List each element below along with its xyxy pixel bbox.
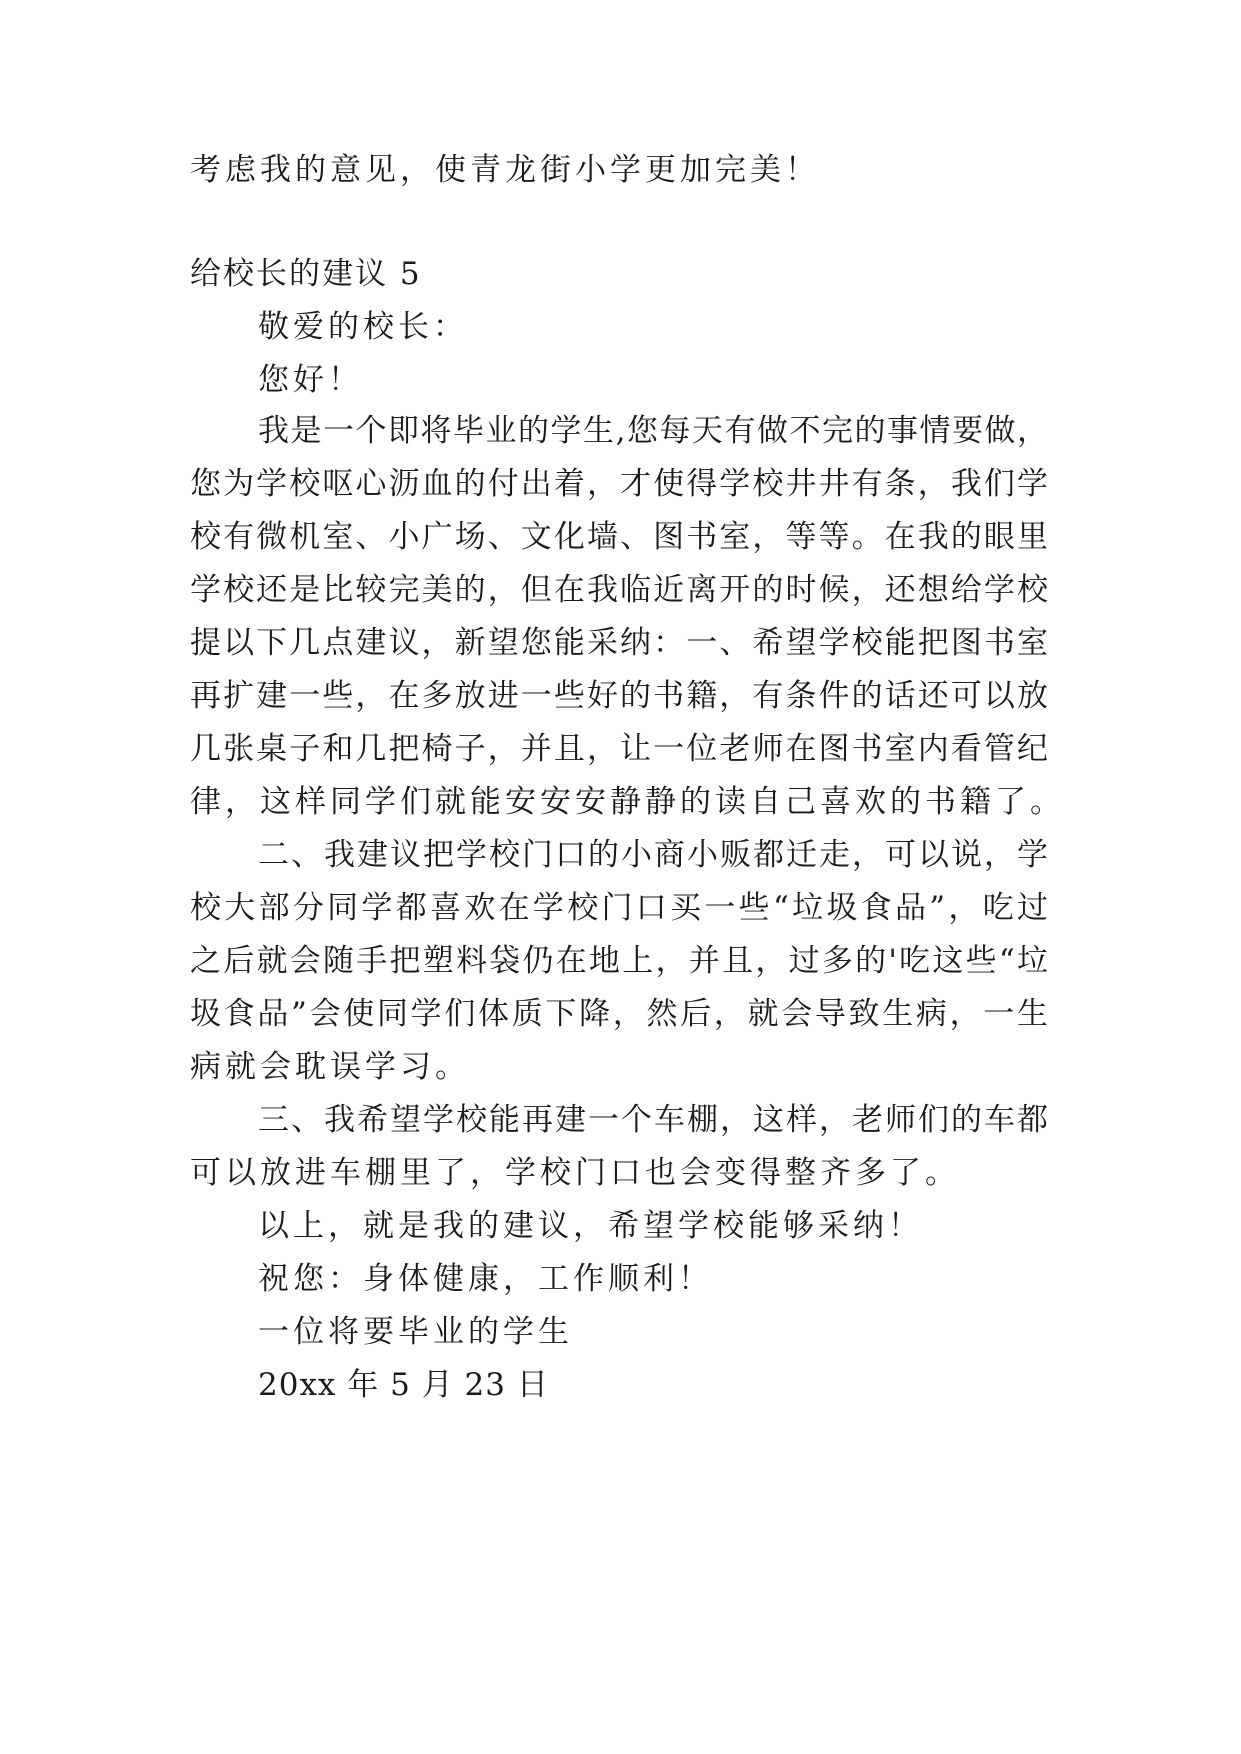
date: 20xx 年 5 月 23 日 xyxy=(258,1367,549,1403)
paragraph-3-line-2: 可以放进车棚里了，学校门口也会变得整齐多了。 xyxy=(190,1155,960,1191)
greeting: 您好！ xyxy=(258,362,363,398)
paragraph-2-line-1: 二、我建议把学校门口的小商小贩都迁走，可以说，学 xyxy=(258,837,1048,873)
section-title: 给校长的建议 5 xyxy=(190,256,422,292)
paragraph-1-line-2: 您为学校呕心沥血的付出着，才使得学校井井有条，我们学 xyxy=(190,466,1048,502)
paragraph-1-line-8: 律，这样同学们就能安安安静静的读自己喜欢的书籍了。 xyxy=(190,784,1065,820)
paragraph-1-line-4: 学校还是比较完美的，但在我临近离开的时候，还想给学校 xyxy=(190,572,1048,608)
conclusion-line: 以上，就是我的建议，希望学校能够采纳！ xyxy=(258,1208,923,1244)
paragraph-2-line-3: 之后就会随手把塑料袋仍在地上，并且，过多的'吃这些“垃 xyxy=(190,943,1048,979)
paragraph-3-line-1: 三、我希望学校能再建一个车棚，这样，老师们的车都 xyxy=(258,1102,1048,1138)
paragraph-1-line-1: 我是一个即将毕业的学生,您每天有做不完的事情要做， xyxy=(258,413,1048,449)
paragraph-1-line-6: 再扩建一些，在多放进一些好的书籍，有条件的话还可以放 xyxy=(190,678,1048,714)
paragraph-2-line-5: 病就会耽误学习。 xyxy=(190,1049,470,1085)
signature: 一位将要毕业的学生 xyxy=(258,1314,573,1350)
paragraph-2-line-4: 圾食品”会使同学们体质下降，然后，就会导致生病，一生 xyxy=(190,996,1048,1032)
paragraph-1-line-7: 几张桌子和几把椅子，并且，让一位老师在图书室内看管纪 xyxy=(190,731,1048,767)
paragraph-1-line-5: 提以下几点建议，新望您能采纳：一、希望学校能把图书室 xyxy=(190,625,1048,661)
paragraph-2-line-2: 校大部分同学都喜欢在学校门口买一些“垃圾食品”，吃过 xyxy=(190,890,1048,926)
closing-line-previous-letter: 考虑我的意见，使青龙街小学更加完美！ xyxy=(190,152,820,188)
paragraph-1-line-3: 校有微机室、小广场、文化墙、图书室，等等。在我的眼里 xyxy=(190,519,1048,555)
wishes-line: 祝您：身体健康，工作顺利！ xyxy=(258,1261,713,1297)
salutation: 敬爱的校长： xyxy=(258,309,468,345)
